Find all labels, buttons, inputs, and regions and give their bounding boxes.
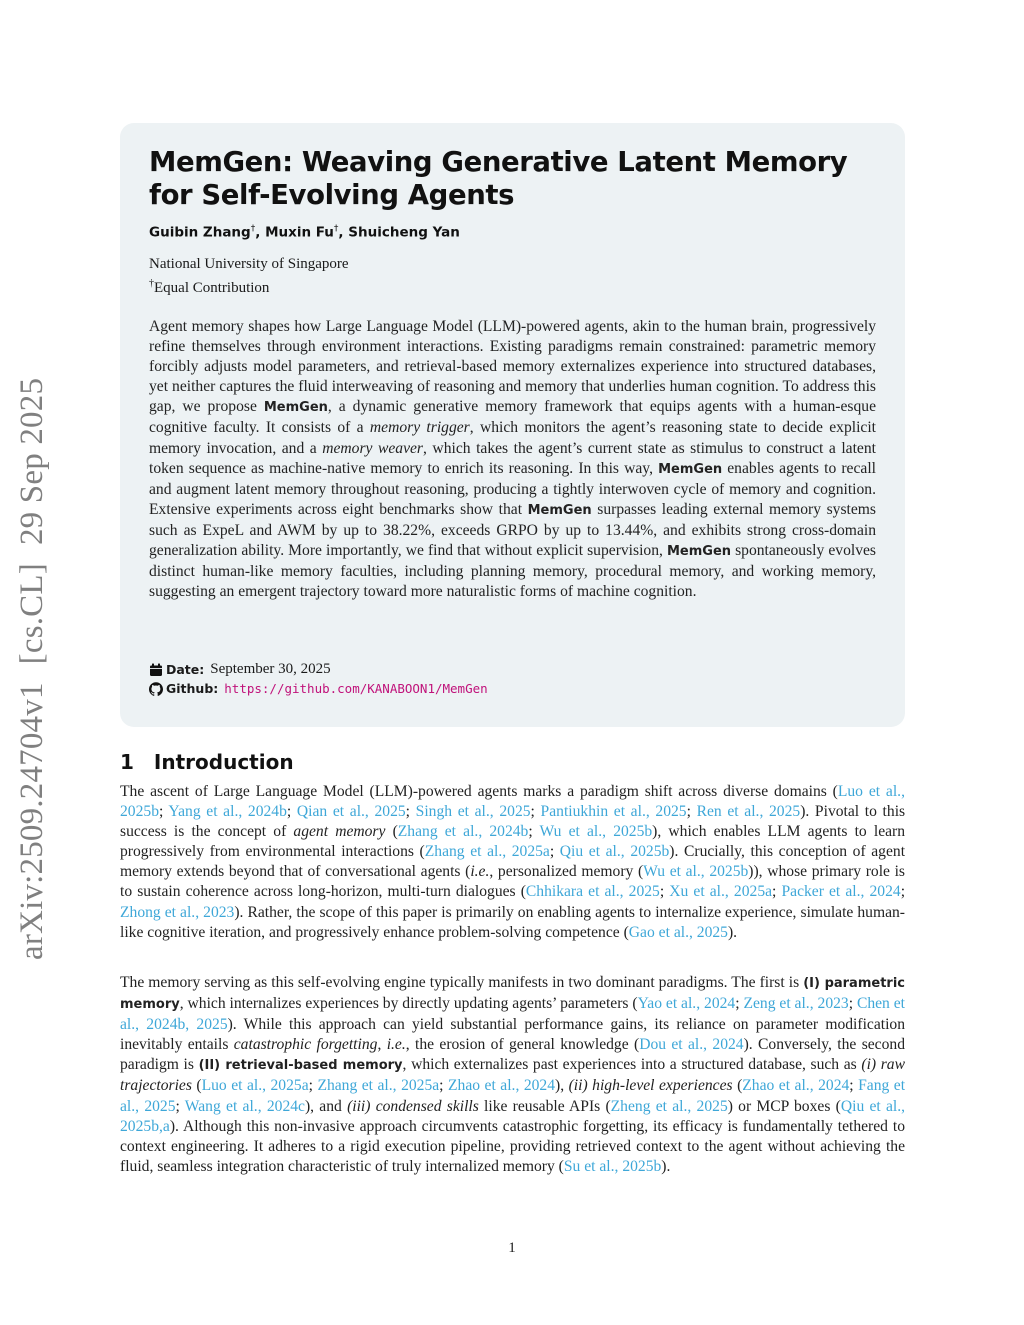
arxiv-category: [cs.CL] (14, 563, 50, 665)
citation-link[interactable]: Luo et al., 2025a (201, 1077, 309, 1095)
memory-weaver-term: memory weaver (322, 439, 424, 457)
citation-link[interactable]: Gao et al., 2025 (628, 923, 728, 941)
github-link[interactable]: https://github.com/KANABOON1/MemGen (224, 681, 488, 696)
citation-link[interactable]: Yang et al., 2024b (168, 803, 287, 821)
citation-link[interactable]: Zhang et al., 2025a (317, 1077, 440, 1095)
citation-link[interactable]: Wu et al., 2025b (643, 863, 749, 881)
citation-link[interactable]: Su et al., 2025b (563, 1157, 662, 1175)
arxiv-date: 29 Sep 2025 (14, 377, 50, 546)
contribution-note: †Equal Contribution (149, 278, 270, 296)
contribution-mark: † (149, 278, 154, 289)
citation-link[interactable]: Zhong et al., 2023 (120, 903, 235, 921)
author-mark: † (250, 224, 256, 234)
memgen-name: MemGen (527, 502, 592, 518)
github-line (149, 681, 488, 696)
agent-memory-term: agent memory (293, 823, 386, 841)
github-label: Github: (166, 681, 219, 696)
citation-link[interactable]: Zhang et al., 2024b (397, 823, 529, 841)
intro-paragraph-2: The memory serving as this self-evolving engine typically manifests in two dominant paradigms. The first is (I) parametric memory, which internalizes experiences by directly updating agents’ parameters (Yao et al., 2024; Zeng et al., 2023; Chen et al., 2024b, 2025). While this approach can yield substantial performance gains, its reliance on parameter modification inevitably entails catastrophic forgetting, i.e., the erosion of general knowledge (Dou et al., 2024). Conversely, the second paradigm is (II) retrieval-based memory, which externalizes past experiences into a structured database, such as (i) raw trajectories (Luo et al., 2025a; Zhang et al., 2025a; Zhao et al., 2024), (ii) high-level experiences (Zhao et al., 2024; Fang et al., 2025; Wang et al., 2024c), and (iii) condensed skills like reusable APIs (Zheng et al., 2025) or MCP boxes (Qiu et al., 2025b,a). Although this non-invasive approach circumvents catastrophic forgetting, its efficacy is fundamentally tethered to context engineering. It adheres to a rigid execution pipeline, providing retrieved context to the agent without achieving the fluid, seamless integration characteristic of truly internalized memory (Su et al., 2025b). (120, 974, 906, 1175)
author-name: Shuicheng Yan (348, 224, 460, 241)
date-line (149, 661, 331, 678)
citation-link[interactable]: Chen et al., 2024b, 2025 (120, 995, 906, 1034)
citation-link[interactable]: Chhikara et al., 2025 (525, 883, 660, 901)
author-mark: † (333, 224, 339, 234)
memgen-name: MemGen (666, 544, 732, 560)
citation-link[interactable]: Zhang et al., 2025a (424, 843, 550, 861)
citation-link[interactable]: Zhao et al., 2024 (448, 1077, 556, 1095)
author-list: Guibin Zhang†, Muxin Fu†, Shuicheng Yan (149, 224, 460, 241)
author-name: Guibin Zhang (149, 224, 251, 241)
citation-link[interactable]: Xu et al., 2025a (669, 883, 773, 901)
citation-link[interactable]: Fang et al., 2025 (120, 1077, 906, 1115)
memory-trigger-term: memory trigger (369, 419, 470, 437)
citation-link[interactable]: Zheng et al., 2025 (610, 1097, 728, 1115)
intro-paragraph-1: The ascent of Large Language Model (LLM)-powered agents marks a paradigm shift across diverse domains (Luo et al., 2025b; Yang et al., 2024b; Qian et al., 2025; Singh et al., 2025; Pantiukhin et al., 2025; Ren et al., 2025). Pivotal to this success is the concept of agent memory (Zhang et al., 2024b; Wu et al., 2025b), which enables LLM agents to learn progressively from environmental interactions (Zhang et al., 2025a; Qiu et al., 2025b). Crucially, this conception of agent memory extends beyond that of conversational agents (i.e., personalized memory (Wu et al., 2025b)), whose primary role is to sustain coherence across long-horizon, multi-turn dialogues (Chhikara et al., 2025; Xu et al., 2025a; Packer et al., 2024; Zhong et al., 2023). Rather, the scope of this paper is primarily on enabling agents to internalize experience, simulate human-like cognitive iteration, and progressively enhance problem-solving competence (Gao et al., 2025). (120, 783, 906, 941)
citation-link[interactable]: Singh et al., 2025 (415, 803, 531, 821)
memgen-name: MemGen (658, 461, 723, 477)
arxiv-id: arXiv:2509.24704v1 (14, 682, 50, 960)
citation-link[interactable]: Packer et al., 2024 (781, 883, 901, 901)
abstract-text: Agent memory shapes how Large Language Model (LLM)-powered agents, akin to the human brain, progressively refine themselves through environment interactions. Existing paradigms remain constrained: parametric memory forcibly adjusts model parameters, and retrieval-based memory externalizes experience into structured databases, yet neither captures the fluid interweaving of reasoning and memory that underlies human cognition. To address this gap, we propose MemGen, a dynamic generative memory framework that equips agents with a human-esque cognitive faculty. It consists of a memory trigger, which monitors the agent’s reasoning state to decide explicit memory invocation, and a memory weaver, which takes the agent’s current state as stimulus to construct a latent token sequence as machine-native memory to enrich its reasoning. In this way, MemGen enables agents to recall and augment latent memory throughout reasoning, producing a tightly interwoven cycle of memory and cognition. Extensive experiments across eight benchmarks show that MemGen surpasses leading external memory systems such as ExpeL and AWM by up to 38.22%, exceeds GRPO by up to 13.44%, and exhibits strong cross-domain generalization ability. More importantly, we find that without explicit supervision, MemGen spontaneously evolves distinct human-like memory faculties, including planning memory, procedural memory, and working memory, suggesting an emergent trajectory toward more naturalistic forms of machine cognition. (149, 318, 877, 601)
section-title: Introduction (153, 750, 294, 774)
citation-link[interactable]: Qiu et al., 2025b,a (120, 1097, 906, 1135)
calendar-icon (149, 663, 163, 677)
citation-link[interactable]: Dou et al., 2024 (639, 1036, 744, 1054)
citation-link[interactable]: Luo et al., 2025b (120, 783, 905, 821)
page-number: 1 (508, 1240, 516, 1256)
date-value: September 30, 2025 (210, 661, 331, 677)
retrieval-memory-term: (II) retrieval-based memory (198, 1058, 403, 1074)
citation-link[interactable]: Zhao et al., 2024 (742, 1077, 850, 1095)
memgen-name: MemGen (263, 400, 328, 416)
parametric-memory-term: (I) parametric memory (120, 976, 905, 1013)
section-heading (120, 750, 294, 774)
citation-link[interactable]: Qian et al., 2025 (296, 803, 406, 821)
citation-link[interactable]: Ren et al., 2025 (696, 803, 801, 821)
citation-link[interactable]: Pantiukhin et al., 2025 (540, 803, 687, 821)
citation-link[interactable]: Yao et al., 2024 (637, 995, 736, 1013)
citation-link[interactable]: Qiu et al., 2025b (559, 843, 670, 861)
github-icon (149, 682, 163, 696)
citation-link[interactable]: Wang et al., 2024c (184, 1097, 305, 1115)
citation-link[interactable]: Zeng et al., 2023 (743, 995, 849, 1013)
paper-title: MemGen: Weaving Generative Latent Memory for Self-Evolving Agents (149, 146, 848, 211)
section-number: 1 (120, 750, 134, 774)
arxiv-stamp (14, 360, 51, 960)
citation-link[interactable]: Wu et al., 2025b (539, 823, 653, 841)
date-label: Date: (166, 662, 205, 677)
author-name: Muxin Fu (265, 224, 334, 241)
affiliation-block (149, 254, 349, 298)
affiliation: National University of Singapore (149, 256, 349, 272)
